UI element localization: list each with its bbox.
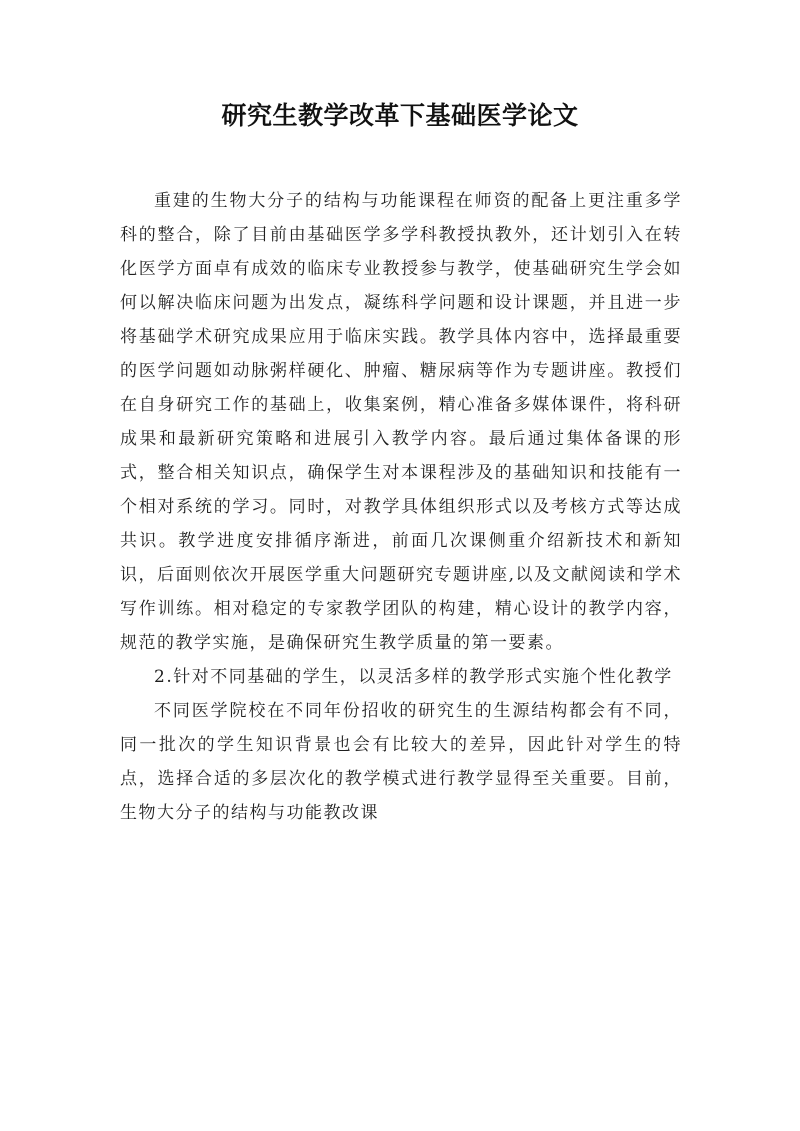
paragraph-section-heading: 2.针对不同基础的学生，以灵活多样的教学形式实施个性化教学 [154,667,673,687]
paragraph-teaching-team: 重建的生物大分子的结构与功能课程在师资的配备上更注重多学科的整合，除了目前由基础医学多学科教授执教外，还计划引入在转化医学方面卓有成效的临床专业教授参与教学，使基础研究生学会如何以解决临床问题为出发点，凝练科学问题和设计课题，并且进一步将基础学术研究成果应用于临床实践。教学具体内容中，选择最重要的医学问题如动脉粥样硬化、肿瘤、糖尿病等作为专题讲座。教授们在自身研究工作的基础上，收集案例，精心准备多媒体课件，将科研成果和最新研究策略和进展引入教学内容。最后通过集体备课的形式，整合相关知识点，确保学生对本课程涉及的基础知识和技能有一个相对系统的学习。同时，对教学具体组织形式以及考核方式等达成共识。教学进度安排循序渐进，前面几次课侧重介绍新技术和新知识，后面则依次开展医学重大问题研究专题讲座,以及文献阅读和学术写作训练。相对稳定的专家教学团队的构建，精心设计的教学内容，规范的教学实施，是确保研究生教学质量的第一要素。 [120,191,682,653]
document-title: 研究生教学改革下基础医学论文 [221,101,579,130]
document-body [120,184,682,830]
paragraph-student-differences: 不同医学院校在不同年份招收的研究生的生源结构都会有不同，同一批次的学生知识背景也会有比较大的差异，因此针对学生的特点，选择合适的多层次化的教学模式进行教学显得至关重要。目前，生物大分子的结构与功能教改课 [120,701,682,823]
